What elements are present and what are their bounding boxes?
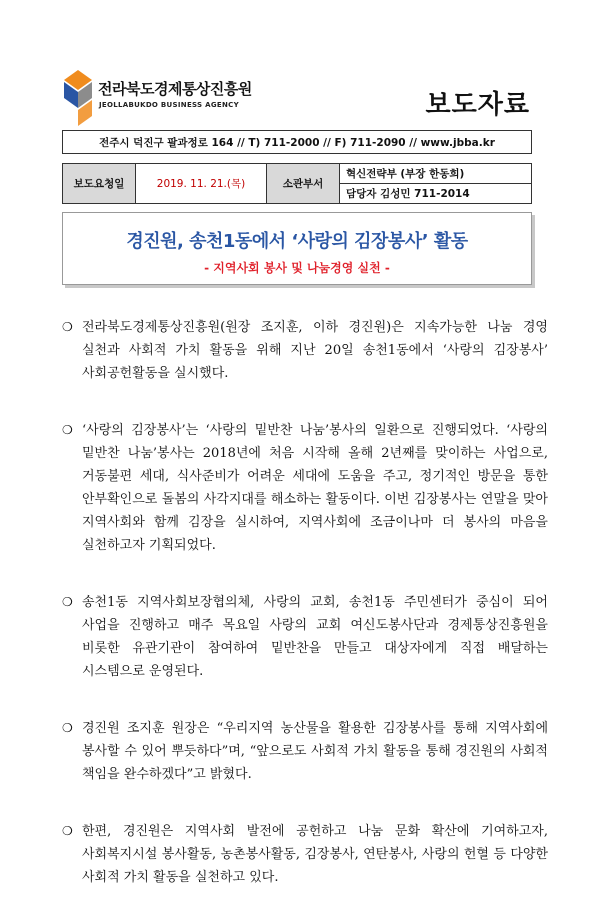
bullet-circle-icon: ❍ [62, 320, 73, 334]
paragraph [62, 820, 548, 889]
headline-box [62, 212, 532, 285]
paragraph [62, 316, 548, 385]
paragraph-text: ‘사랑의 김장봉사’는 ‘사랑의 밑반찬 나눔’봉사의 일환으로 진행되었다. ‘사랑의 밑반찬 나눔’봉사는 2018년에 처음 시작해 올해 2년째를 맞이하는 사업으로, 거동불편 세대, 식사준비가 어려운 세대에 도움을 주고, 정기적인 방문을 통한 안부확인으로 돌봄의 사각지대를 해소하는 활동이다. 이번 김장봉사는 연말을 맞아 지역사회와 함께 김장을 실시하여, 지역사회에 조금이나마 더 봉사의 마음을 실천하고자 기획되었다. [82, 423, 548, 553]
bullet-circle-icon: ❍ [62, 595, 73, 609]
bullet-circle-icon: ❍ [62, 423, 73, 437]
org-name-ko: 전라북도경제통상진흥원 [98, 80, 252, 98]
dept-label: 소관부서 [267, 164, 340, 204]
paragraph [62, 591, 548, 683]
paragraph-text: 한편, 경진원은 지역사회 발전에 공헌하고 나눔 문화 확산에 기여하고자, 사회복지시설 봉사활동, 농촌봉사활동, 김장봉사, 연탄봉사, 사랑의 헌혈 등 다양한 사회적 가치 활동을 실천하고 있다. [82, 824, 548, 885]
info-table [62, 163, 532, 204]
org-name-en: JEOLLABUKDO BUSINESS AGENCY [99, 101, 239, 109]
paragraph [62, 717, 548, 786]
headline-subtitle: - 지역사회 봉사 및 나눔경영 실천 - [204, 261, 390, 275]
dept-contact: 담당자 김성민 711-2014 [340, 184, 532, 204]
bullet-circle-icon: ❍ [62, 721, 73, 735]
paragraph-text: 경진원 조지훈 원장은 “우리지역 농산물을 활용한 김장봉사를 통해 지역사회에 봉사할 수 있어 뿌듯하다”며, “앞으로도 사회적 가치 활동을 통해 경진원의 사회적 책임을 완수하겠다”고 밝혔다. [82, 721, 548, 782]
paragraph-text: 송천1동 지역사회보장협의체, 사랑의 교회, 송천1동 주민센터가 중심이 되어 사업을 진행하고 매주 목요일 사랑의 교회 여신도봉사단과 경제통상진흥원을 비롯한 유관기관이 참여하여 밑반찬을 만들고 대상자에게 직접 배달하는 시스템으로 운영된다. [82, 595, 548, 679]
paragraph-text: 전라북도경제통상진흥원(원장 조지훈, 이하 경진원)은 지속가능한 나눔 경영 실천과 사회적 가치 활동을 위해 지난 20일 송천1동에서 ‘사랑의 김장봉사’ 사회공헌활동을 실시했다. [82, 320, 548, 381]
paragraph [62, 419, 548, 557]
bullet-circle-icon: ❍ [62, 824, 73, 838]
body-paragraphs [62, 316, 548, 923]
agency-logo [62, 70, 262, 130]
request-date-value: 2019. 11. 21.(목) [136, 164, 267, 204]
request-date-label: 보도요청일 [63, 164, 136, 204]
headline-title: 경진원, 송천1동에서 ‘사랑의 김장봉사’ 활동 [126, 231, 468, 252]
agency-logo-icon [62, 70, 96, 126]
doc-type-title: 보도자료 [425, 90, 530, 120]
contact-line: 전주시 덕진구 팔과정로 164 // T) 711-2000 // F) 711-2090 // www.jbba.kr [62, 130, 532, 154]
dept-name: 혁신전략부 (부장 한동희) [340, 164, 532, 184]
